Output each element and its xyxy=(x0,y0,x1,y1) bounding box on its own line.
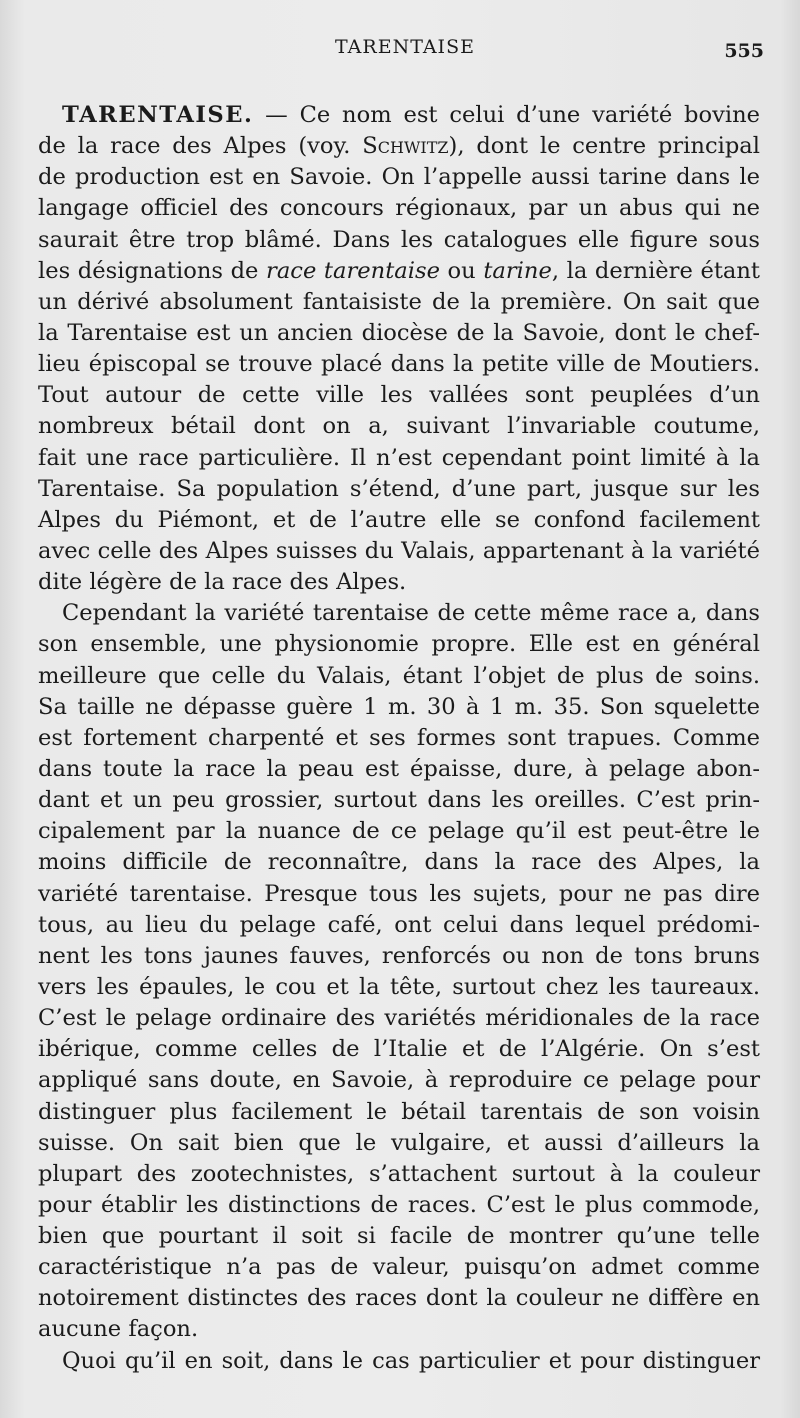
text-line: tous, au lieu du pelage café, ont celui dans lequel prédomi- xyxy=(38,911,760,938)
text-fragment: de la race des Alpes (voy. xyxy=(38,133,363,160)
text-line: Tout autour de cette ville les vallées sont peuplées d’un xyxy=(38,382,760,409)
text-line: suisse. On sait bien que le vulgaire, et aussi d’ailleurs la xyxy=(38,1129,760,1156)
text-line: saurait être trop blâmé. Dans les catalogues elle figure sous xyxy=(38,226,760,253)
text-fragment: ou xyxy=(439,257,484,284)
text-line: Alpes du Piémont, et de l’autre elle se confond facilement xyxy=(38,506,760,533)
text-line: dans toute la race la peau est épaisse, dure, à pelage abon- xyxy=(38,755,760,782)
running-title: TARENTAISE xyxy=(335,36,475,58)
text-line: nent les tons jaunes fauves, renforcés ou non de tons bruns xyxy=(38,942,760,969)
text-line: meilleure que celle du Valais, étant l’objet de plus de soins. xyxy=(38,662,760,689)
text-line xyxy=(38,131,760,162)
text-line: caractéristique n’a pas de valeur, puisqu’on admet comme xyxy=(38,1254,760,1281)
cross-reference: Schwitz xyxy=(362,133,449,160)
text-line: Sa taille ne dépasse guère 1 m. 30 à 1 m. 35. Son squelette xyxy=(38,693,760,720)
text-line: plupart des zootechnistes, s’attachent surtout à la couleur xyxy=(38,1160,760,1187)
text-line: dite légère de la race des Alpes. xyxy=(38,569,407,596)
text-line: vers les épaules, le cou et la tête, surtout chez les taureaux. xyxy=(38,973,760,1000)
text-line: est fortement charpenté et ses formes sont trapues. Comme xyxy=(38,724,760,751)
italic-term: tarine xyxy=(483,257,552,284)
text-line: de production est en Savoie. On l’appelle aussi tarine dans le xyxy=(38,164,760,191)
italic-term: race tarentaise xyxy=(266,257,440,284)
text-line: langage officiel des concours régionaux, par un abus qui ne xyxy=(38,195,760,222)
text-line: variété tarentaise. Presque tous les sujets, pour ne pas dire xyxy=(38,880,760,907)
text-line: pour établir les distinctions de races. C’est le plus commode, xyxy=(38,1191,760,1218)
text-line xyxy=(38,256,760,287)
text-fragment: ), dont le centre principal xyxy=(448,133,760,160)
entry-headword: TARENTAISE. xyxy=(62,102,254,128)
text-line: Tarentaise. Sa population s’étend, d’une part, jusque sur les xyxy=(38,475,760,502)
text-line: appliqué sans doute, en Savoie, à reproduire ce pelage pour xyxy=(38,1067,760,1094)
text-line: son ensemble, une physionomie propre. Elle est en général xyxy=(38,631,760,658)
text-line: notoirement distinctes des races dont la couleur ne diffère en xyxy=(38,1285,760,1312)
running-head xyxy=(0,36,800,64)
text-line: Quoi qu’il en soit, dans le cas particulier et pour distinguer xyxy=(62,1347,760,1374)
text-line: bien que pourtant il soit si facile de montrer qu’une telle xyxy=(38,1223,760,1250)
text-line: moins difficile de reconnaître, dans la race des Alpes, la xyxy=(38,849,760,876)
text-line: C’est le pelage ordinaire des variétés méridionales de la race xyxy=(38,1005,760,1032)
text-line: avec celle des Alpes suisses du Valais, appartenant à la variété xyxy=(38,537,760,564)
page-number: 555 xyxy=(724,40,764,62)
text-line: fait une race particulière. Il n’est cependant point limité à la xyxy=(38,444,760,471)
text-fragment: , la dernière étant xyxy=(551,257,760,284)
text-line: un dérivé absolument fantaisiste de la première. On sait que xyxy=(38,288,760,315)
text-line: nombreux bétail dont on a, suivant l’invariable coutume, xyxy=(38,413,760,440)
text-line: dant et un peu grossier, surtout dans les oreilles. C’est prin- xyxy=(38,787,760,814)
text-fragment: les désignations de xyxy=(38,257,267,284)
text-line: lieu épiscopal se trouve placé dans la petite ville de Moutiers. xyxy=(38,351,760,378)
text-line: Cependant la variété tarentaise de cette même race a, dans xyxy=(62,600,760,627)
body-text xyxy=(38,100,760,1377)
text-line: distinguer plus facilement le bétail tarentais de son voisin xyxy=(38,1098,760,1125)
text-fragment: — Ce nom est celui d’une variété bovine xyxy=(253,102,760,128)
text-line: cipalement par la nuance de ce pelage qu’il est peut-être le xyxy=(38,818,760,845)
text-line: la Tarentaise est un ancien diocèse de la Savoie, dont le chef- xyxy=(38,319,760,346)
text-line: aucune façon. xyxy=(38,1316,199,1343)
text-line xyxy=(38,100,760,131)
text-line: ibérique, comme celles de l’Italie et de l’Algérie. On s’est xyxy=(38,1036,760,1063)
